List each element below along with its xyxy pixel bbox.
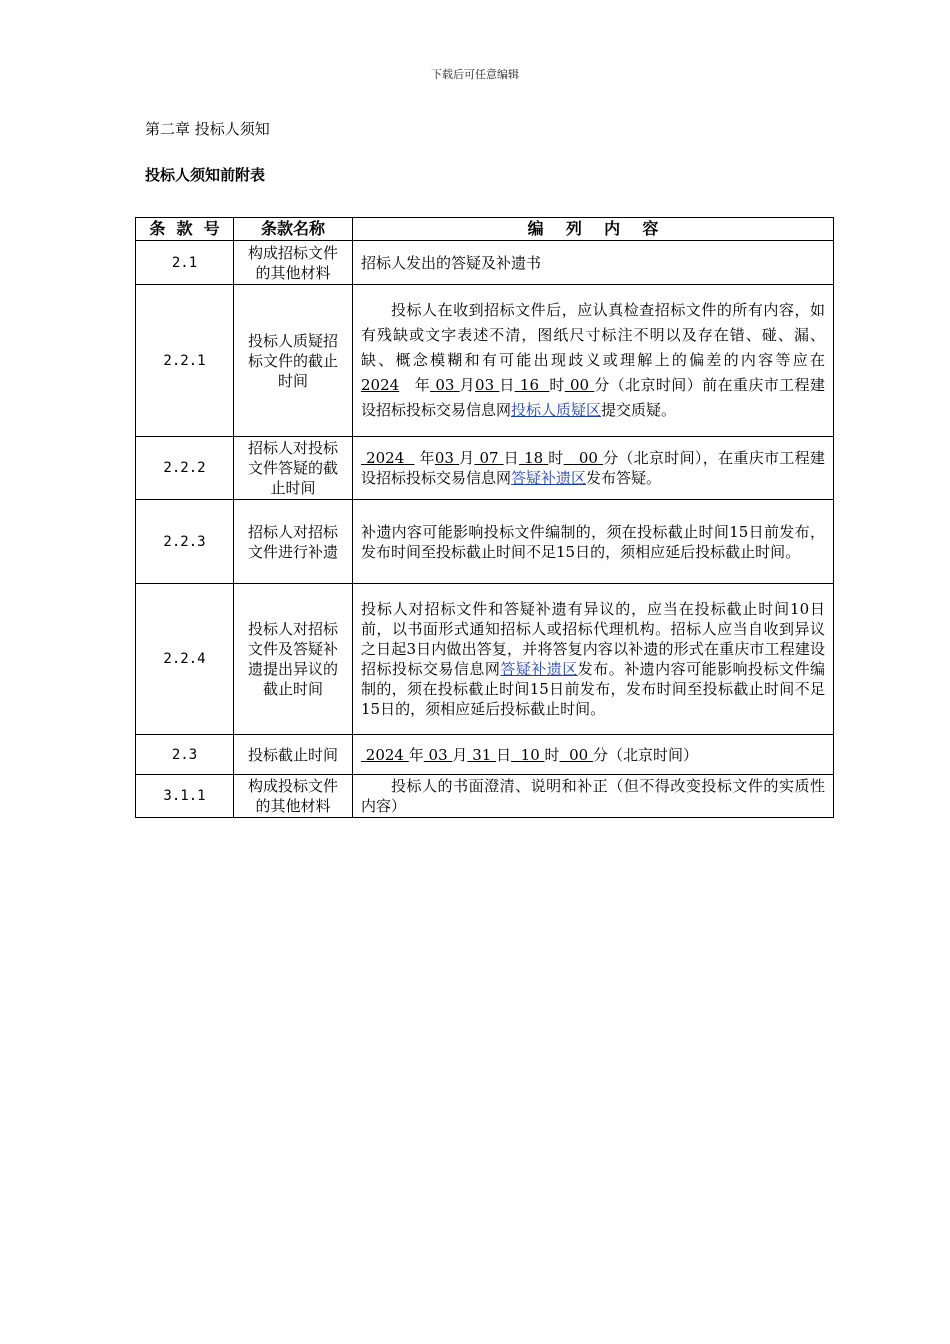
table-row <box>136 285 834 437</box>
content-text: 月 <box>459 449 475 467</box>
content-text: 补遗内容可能影响投标文件编制的，须在投标截止时间15日前发布，发布时间至投标截止时间不足15日的，须相应延后投标截止时间。 <box>361 522 825 561</box>
header-clause-name: 条款名称 <box>234 218 353 241</box>
content-text: 日 <box>499 376 515 394</box>
header-clause-number: 条 款 号 <box>136 218 234 241</box>
clause-number: 2.2.2 <box>136 437 234 500</box>
table-row <box>136 775 834 818</box>
clause-name: 构成招标文件的其他材料 <box>234 241 353 285</box>
minute-value: 00 <box>569 745 589 764</box>
header-content: 编 列 内 容 <box>353 218 834 241</box>
clause-name: 构成投标文件的其他材料 <box>234 775 353 818</box>
content-text: 日 <box>496 745 512 764</box>
content-text: 发布。补遗内容可能影响投标文件编制的，须在投标截止时间15日前发布，发布时间至投标截止时间不足15日的，须相应延后投标截止时间。 <box>361 660 825 718</box>
content-text: 月 <box>452 745 468 764</box>
month-value: 03 <box>428 745 448 764</box>
table-title: 投标人须知前附表 <box>145 166 266 184</box>
table-row <box>136 584 834 735</box>
content-text: 月 <box>459 376 476 394</box>
day-value: 31 <box>472 745 492 764</box>
day-value: 07 <box>479 449 499 467</box>
clause-content <box>353 241 834 285</box>
clause-name: 投标人质疑招标文件的截止时间 <box>234 285 353 437</box>
minute-value: 00 <box>569 376 590 394</box>
content-text: 分（北京时间） <box>592 745 698 764</box>
table-row <box>136 437 834 500</box>
clause-number: 2.2.4 <box>136 584 234 735</box>
content-text: 提交质疑。 <box>601 401 677 419</box>
content-text: 招标人发出的答疑及补遗书 <box>361 253 542 272</box>
qa-addendum-zone-link[interactable]: 答疑补遗区 <box>500 660 578 678</box>
month-value: 03 <box>434 449 454 467</box>
content-text: 年 <box>414 376 431 394</box>
bidder-query-zone-link[interactable]: 投标人质疑区 <box>511 401 602 419</box>
content-text: 发布答疑。 <box>586 469 662 487</box>
year-value: 2024 <box>361 376 400 394</box>
clause-name: 招标人对投标文件答疑的截止时间 <box>234 437 353 500</box>
hour-value: 18 <box>524 449 544 467</box>
hour-value: 10 <box>520 745 540 764</box>
qa-addendum-zone-link[interactable]: 答疑补遗区 <box>511 469 587 487</box>
bidder-instructions-table <box>135 217 834 818</box>
content-text: 投标人对招标文件和答疑补遗有异议的，应当在投标截止时间10日前，以书面形式通知招标人或招标代理机构。招标人应当自收到异议之日起3日内做出答复，并将答复内容以补遗的形式在重庆市工程建设招标投标交易信息网 <box>361 600 825 678</box>
hour-value: 16 <box>519 376 540 394</box>
day-value: 03 <box>475 376 495 394</box>
year-value: 2024 <box>366 449 405 467</box>
clause-content <box>353 584 834 735</box>
content-text: 时 <box>544 745 560 764</box>
content-text: 时 <box>549 376 565 394</box>
clause-content <box>353 775 834 818</box>
table-header-row <box>136 218 834 241</box>
clause-number: 2.3 <box>136 735 234 775</box>
content-text: 年 <box>419 449 435 467</box>
content-text: 分（北京时间），在重庆市工程建设招标投标交易信息网 <box>361 449 825 487</box>
clause-number: 2.2.3 <box>136 500 234 584</box>
year-value: 2024 <box>365 745 404 764</box>
content-text: 年 <box>408 745 424 764</box>
clause-name: 投标人对招标文件及答疑补遗提出异议的截止时间 <box>234 584 353 735</box>
page-header-note: 下载后可任意编辑 <box>431 68 519 81</box>
clause-name: 招标人对招标文件进行补遗 <box>234 500 353 584</box>
clause-content <box>353 500 834 584</box>
clause-number: 3.1.1 <box>136 775 234 818</box>
content-text: 时 <box>548 449 564 467</box>
clause-number: 2.1 <box>136 241 234 285</box>
table-row <box>136 735 834 775</box>
clause-content <box>353 437 834 500</box>
month-value: 03 <box>435 376 455 394</box>
chapter-title: 第二章 投标人须知 <box>145 120 270 138</box>
minute-value: 00 <box>578 449 598 467</box>
content-text: 投标人的书面澄清、说明和补正（但不得改变投标文件的实质性内容） <box>361 777 825 815</box>
table-row <box>136 500 834 584</box>
content-text: 投标人在收到招标文件后，应认真检查招标文件的所有内容，如有残缺或文字表述不清，图纸尺寸标注不明以及存在错、碰、漏、缺、概念模糊和有可能出现歧义或理解上的偏差的内容等应在 <box>361 301 825 369</box>
clause-name: 投标截止时间 <box>234 735 353 775</box>
clause-number: 2.2.1 <box>136 285 234 437</box>
content-text: 分（北京时间）前在重庆市工程建设招标投标交易信息网 <box>361 376 825 419</box>
content-text: 日 <box>503 449 519 467</box>
clause-content <box>353 285 834 437</box>
table-row <box>136 241 834 285</box>
clause-content <box>353 735 834 775</box>
